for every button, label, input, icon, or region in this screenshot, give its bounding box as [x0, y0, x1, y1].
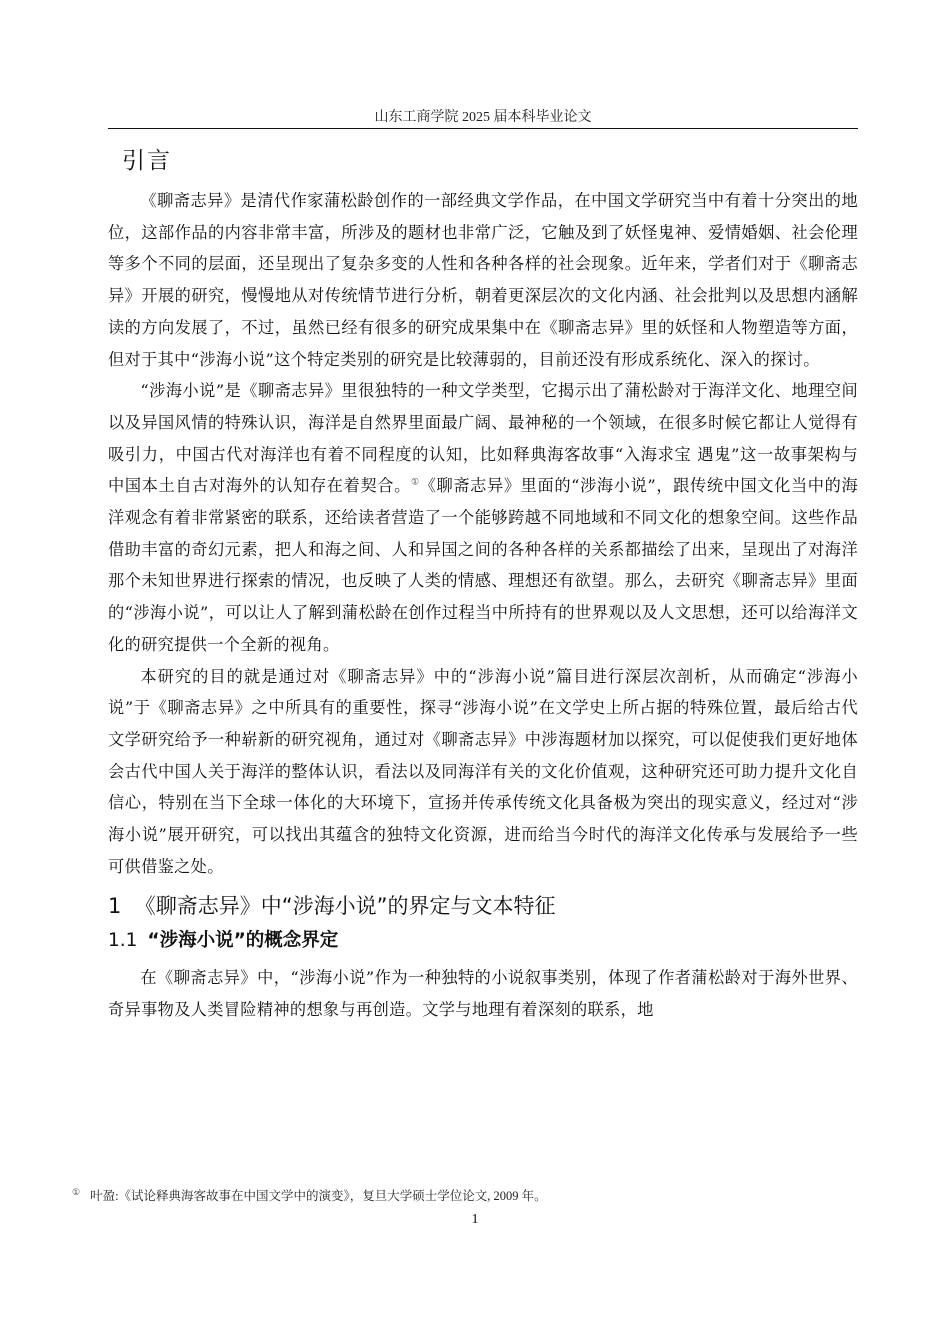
intro-paragraph-2-part-b: 《聊斋志异》里面的“涉海小说”，跟传统中国文化当中的海洋观念有着非常紧密的联系，还给读者营造了一个能够跨越不同地域和不同文化的想象空间。这些作品借助丰富的奇幻元素，把人和海之间、人和异国之间的各种各样的关系都描绘了出来，呈现出了对海洋那个未知世界进行探索的情况，也反映了人类的情感、理想还有欲望。那么，去研究《聊斋志异》里面的“涉海小说”，可以让人了解到蒲松龄在创作过程当中所持有的世界观以及人文思想，还可以给海洋文化的研究提供一个全新的视角。 [108, 476, 859, 654]
section-1-title: 《聊斋志异》中“涉海小说”的界定与文本特征 [134, 894, 556, 919]
section-1-1-paragraph-1: 在《聊斋志异》中，“涉海小说”作为一种独特的小说叙事类别，体现了作者蒲松龄对于海外世界、奇异事物及人类冒险精神的想象与再创造。文学与地理有着深刻的联系，地 [108, 968, 858, 1020]
intro-paragraph-2 [108, 375, 858, 660]
section-1-heading [108, 890, 858, 920]
page-body [108, 136, 858, 1026]
page-number: 1 [471, 1212, 479, 1227]
section-1-1-number: 1.1 [108, 930, 138, 952]
section-1-1-heading [108, 926, 858, 952]
header-rule [108, 128, 858, 129]
intro-paragraph-3: 本研究的目的就是通过对《聊斋志异》中的“涉海小说”篇目进行深层次剖析，从而确定“涉海小说”于《聊斋志异》之中所具有的重要性，探寻“涉海小说”在文学史上所占据的特殊位置，最后给古代文学研究给予一种崭新的研究视角，通过对《聊斋志异》中涉海题材加以探究，可以促使我们更好地体会古代中国人关于海洋的整体认识，看法以及同海洋有关的文化价值观，这种研究还可助力提升文化自信心，特别在当下全球一体化的大环境下，宣扬并传承传统文化具备极为突出的现实意义，经过对“涉海小说”展开研究，可以找出其蕴含的独特文化资源，进而给当今时代的海洋文化传承与发展给予一些可供借鉴之处。 [108, 666, 858, 876]
section-1-1-title: “涉海小说”的概念界定 [147, 930, 339, 952]
footnote-text: 叶盈:《试论释典海客故事在中国文学中的演变》，复旦大学硕士学位论文, 2009 年。 [90, 1189, 547, 1203]
footnote-reference[interactable]: ① [410, 477, 420, 488]
section-1-number: 1 [108, 894, 122, 919]
intro-paragraph-2-part-a: “涉海小说”是《聊斋志异》里很独特的一种文学类型，它揭示出了蒲松龄对于海洋文化、地理空间以及异国风情的特殊认识，海洋是自然界里面最广阔、最神秘的一个领域，在很多时候它都让人觉得有吸引力，中国古代对海洋也有着不同程度的认知，比如释典海客故事“入海求宝 遇鬼”这一故事架构与中国本土自古对海外的认知存在着契合。 [108, 381, 858, 496]
intro-heading: 引言 [122, 148, 172, 174]
intro-paragraph-1: 《聊斋志异》是清代作家蒲松龄创作的一部经典文学作品，在中国文学研究当中有着十分突出的地位，这部作品的内容非常丰富，所涉及的题材也非常广泛，它触及到了妖怪鬼神、爱情婚姻、社会伦理等多个不同的层面，还呈现出了复杂多变的人性和各种各样的社会现象。近年来，学者们对于《聊斋志异》开展的研究，慢慢地从对传统情节进行分析，朝着更深层次的文化内涵、社会批判以及思想内涵解读的方向发展了，不过，虽然已经有很多的研究成果集中在《聊斋志异》里的妖怪和人物塑造等方面，但对于其中“涉海小说”这个特定类别的研究是比较薄弱的，目前还没有形成系统化、深入的探讨。 [108, 191, 858, 369]
footnote-mark: ① [72, 1186, 81, 1197]
footnote [72, 1186, 858, 1204]
running-header: 山东工商学院 2025 届本科毕业论文 [374, 110, 592, 125]
